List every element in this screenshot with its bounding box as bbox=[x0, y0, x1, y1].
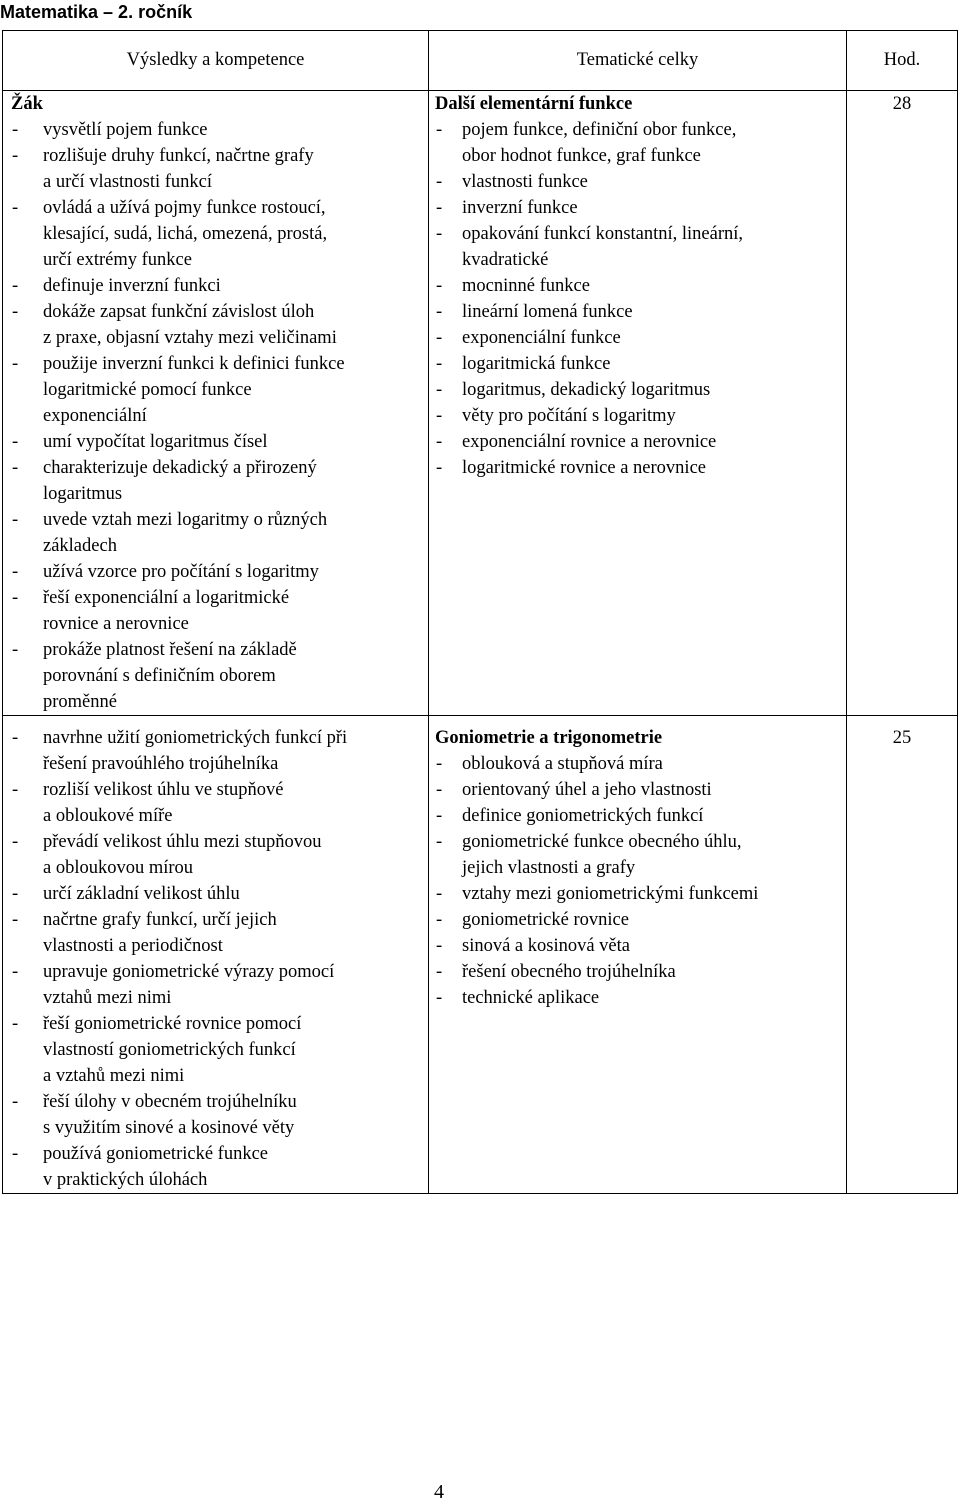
list-item-text: sinová a kosinová věta bbox=[462, 936, 630, 956]
list-item bbox=[3, 777, 428, 803]
list-item bbox=[429, 455, 846, 481]
list-item-text: určí extrémy funkce bbox=[43, 250, 192, 270]
list-item-text: umí vypočítat logaritmus čísel bbox=[43, 432, 268, 452]
list-item-text: věty pro počítání s logaritmy bbox=[462, 406, 676, 426]
list-item bbox=[3, 803, 428, 829]
list-item-text: a obloukovou mírou bbox=[43, 858, 194, 878]
list-item-text: řeší goniometrické rovnice pomocí bbox=[43, 1014, 302, 1034]
list-item bbox=[3, 1063, 428, 1089]
list-item-text: a určí vlastnosti funkcí bbox=[43, 172, 213, 192]
bullet-dash: - bbox=[436, 224, 443, 244]
bullet-dash: - bbox=[436, 198, 443, 218]
list-item bbox=[3, 351, 428, 377]
list-item-text: vztahy mezi goniometrickými funkcemi bbox=[462, 884, 759, 904]
list-item-text: exponenciální rovnice a nerovnice bbox=[462, 432, 717, 452]
list-item bbox=[3, 377, 428, 403]
list-item-text: klesající, sudá, lichá, omezená, prostá, bbox=[43, 224, 328, 244]
bullet-dash: - bbox=[12, 588, 19, 608]
bullet-dash: - bbox=[12, 910, 19, 930]
list-item-text: ovládá a užívá pojmy funkce rostoucí, bbox=[43, 198, 326, 218]
table-header-row bbox=[3, 31, 958, 91]
list-item bbox=[3, 507, 428, 533]
list-item bbox=[3, 559, 428, 585]
list-item bbox=[3, 829, 428, 855]
list-item-text: upravuje goniometrické výrazy pomocí bbox=[43, 962, 335, 982]
hours-value: 25 bbox=[847, 716, 958, 1194]
list-item bbox=[3, 1141, 428, 1167]
list-item-text: a vztahů mezi nimi bbox=[43, 1066, 185, 1086]
list-item bbox=[3, 637, 428, 663]
list-item bbox=[429, 221, 846, 247]
list-item bbox=[3, 429, 428, 455]
list-item-text: mocninné funkce bbox=[462, 276, 590, 296]
list-item-text: vlastnosti funkce bbox=[462, 172, 588, 192]
list-item-text: načrtne grafy funkcí, určí jejich bbox=[43, 910, 277, 930]
list-item-text: inverzní funkce bbox=[462, 198, 578, 218]
list-item bbox=[429, 377, 846, 403]
hours-value: 28 bbox=[847, 91, 958, 716]
bullet-dash: - bbox=[436, 988, 443, 1008]
list-item-text: exponenciální bbox=[43, 406, 147, 426]
list-item-text: vysvětlí pojem funkce bbox=[43, 120, 208, 140]
bullet-dash: - bbox=[12, 780, 19, 800]
list-item bbox=[3, 881, 428, 907]
results-list bbox=[3, 117, 428, 715]
list-item bbox=[3, 689, 428, 715]
list-item bbox=[3, 1089, 428, 1115]
bullet-dash: - bbox=[436, 380, 443, 400]
list-item-text: lineární lomená funkce bbox=[462, 302, 633, 322]
list-item bbox=[3, 751, 428, 777]
bullet-dash: - bbox=[436, 354, 443, 374]
list-item bbox=[3, 933, 428, 959]
bullet-dash: - bbox=[436, 276, 443, 296]
bullet-dash: - bbox=[12, 276, 19, 296]
bullet-dash: - bbox=[436, 432, 443, 452]
bullet-dash: - bbox=[436, 302, 443, 322]
list-item bbox=[429, 429, 846, 455]
topic-title: Goniometrie a trigonometrie bbox=[435, 728, 663, 748]
list-item bbox=[3, 299, 428, 325]
list-item bbox=[429, 169, 846, 195]
header-topics: Tematické celky bbox=[429, 31, 847, 91]
list-item bbox=[3, 663, 428, 689]
list-item bbox=[3, 195, 428, 221]
list-item bbox=[3, 1037, 428, 1063]
list-item-text: logaritmus, dekadický logaritmus bbox=[462, 380, 711, 400]
list-item bbox=[429, 751, 846, 777]
bullet-dash: - bbox=[12, 640, 19, 660]
list-item-text: určí základní velikost úhlu bbox=[43, 884, 240, 904]
list-item-text: pojem funkce, definiční obor funkce, bbox=[462, 120, 737, 140]
list-item bbox=[3, 1011, 428, 1037]
bullet-dash: - bbox=[436, 962, 443, 982]
list-item bbox=[3, 117, 428, 143]
list-item-text: porovnání s definičním oborem bbox=[43, 666, 276, 686]
header-hours: Hod. bbox=[847, 31, 958, 91]
bullet-dash: - bbox=[436, 120, 443, 140]
list-item-text: kvadratické bbox=[462, 250, 549, 270]
list-item bbox=[3, 455, 428, 481]
list-item bbox=[3, 273, 428, 299]
bullet-dash: - bbox=[436, 910, 443, 930]
bullet-dash: - bbox=[436, 458, 443, 478]
list-item-text: technické aplikace bbox=[462, 988, 600, 1008]
list-item-text: řeší exponenciální a logaritmické bbox=[43, 588, 290, 608]
bullet-dash: - bbox=[12, 562, 19, 582]
topic-title: Další elementární funkce bbox=[435, 94, 633, 114]
bullet-dash: - bbox=[12, 458, 19, 478]
list-item-text: logaritmická funkce bbox=[462, 354, 611, 374]
list-item-text: rovnice a nerovnice bbox=[43, 614, 189, 634]
list-item bbox=[429, 829, 846, 855]
bullet-dash: - bbox=[436, 832, 443, 852]
list-item-text: prokáže platnost řešení na základě bbox=[43, 640, 297, 660]
topics-list bbox=[429, 751, 846, 1011]
bullet-dash: - bbox=[12, 302, 19, 322]
bullet-dash: - bbox=[436, 172, 443, 192]
list-item bbox=[429, 325, 846, 351]
list-item-text: s využitím sinové a kosinové věty bbox=[43, 1118, 295, 1138]
bullet-dash: - bbox=[12, 962, 19, 982]
table-row bbox=[3, 716, 958, 1194]
list-item bbox=[3, 533, 428, 559]
bullet-dash: - bbox=[12, 120, 19, 140]
list-item-text: používá goniometrické funkce bbox=[43, 1144, 268, 1164]
list-item-text: vztahů mezi nimi bbox=[43, 988, 172, 1008]
bullet-dash: - bbox=[436, 328, 443, 348]
list-item bbox=[429, 143, 846, 169]
list-item-text: rozlišuje druhy funkcí, načrtne grafy bbox=[43, 146, 314, 166]
list-item bbox=[3, 247, 428, 273]
list-item bbox=[429, 247, 846, 273]
list-item-text: goniometrické rovnice bbox=[462, 910, 629, 930]
bullet-dash: - bbox=[12, 1014, 19, 1034]
bullet-dash: - bbox=[12, 146, 19, 166]
list-item bbox=[429, 959, 846, 985]
list-item-text: uvede vztah mezi logaritmy o různých bbox=[43, 510, 328, 530]
student-label: Žák bbox=[11, 94, 43, 114]
list-item bbox=[429, 985, 846, 1011]
list-item bbox=[3, 1167, 428, 1193]
list-item-text: definuje inverzní funkci bbox=[43, 276, 221, 296]
list-item-text: v praktických úlohách bbox=[43, 1170, 208, 1190]
list-item-text: z praxe, objasní vztahy mezi veličinami bbox=[43, 328, 337, 348]
bullet-dash: - bbox=[436, 406, 443, 426]
list-item-text: řešení obecného trojúhelníka bbox=[462, 962, 676, 982]
topics-cell bbox=[429, 91, 847, 716]
page-number: 4 bbox=[434, 1481, 444, 1503]
bullet-dash: - bbox=[436, 936, 443, 956]
list-item bbox=[429, 881, 846, 907]
list-item bbox=[429, 299, 846, 325]
list-item-text: převádí velikost úhlu mezi stupňovou bbox=[43, 832, 322, 852]
bullet-dash: - bbox=[12, 198, 19, 218]
list-item-text: logaritmus bbox=[43, 484, 123, 504]
list-item bbox=[429, 803, 846, 829]
list-item-text: a obloukové míře bbox=[43, 806, 173, 826]
bullet-dash: - bbox=[12, 432, 19, 452]
list-item-text: vlastnosti a periodičnost bbox=[43, 936, 223, 956]
list-item-text: goniometrické funkce obecného úhlu, bbox=[462, 832, 742, 852]
results-cell bbox=[3, 91, 429, 716]
list-item-text: definice goniometrických funkcí bbox=[462, 806, 704, 826]
bullet-dash: - bbox=[12, 728, 19, 748]
list-item bbox=[3, 611, 428, 637]
list-item bbox=[429, 273, 846, 299]
curriculum-table bbox=[2, 30, 958, 1194]
list-item bbox=[3, 481, 428, 507]
topics-list bbox=[429, 117, 846, 481]
list-item-text: základech bbox=[43, 536, 117, 556]
bullet-dash: - bbox=[12, 832, 19, 852]
page-title: Matematika – 2. ročník bbox=[0, 2, 193, 22]
list-item-text: řešení pravoúhlého trojúhelníka bbox=[43, 754, 279, 774]
bullet-dash: - bbox=[436, 884, 443, 904]
list-item-text: vlastností goniometrických funkcí bbox=[43, 1040, 296, 1060]
list-item bbox=[3, 1115, 428, 1141]
list-item-text: navrhne užití goniometrických funkcí při bbox=[43, 728, 348, 748]
list-item-text: proměnné bbox=[43, 692, 117, 712]
bullet-dash: - bbox=[12, 1092, 19, 1112]
list-item-text: jejich vlastnosti a grafy bbox=[462, 858, 636, 878]
results-cell bbox=[3, 716, 429, 1194]
list-item bbox=[429, 933, 846, 959]
list-item-text: orientovaný úhel a jeho vlastnosti bbox=[462, 780, 712, 800]
list-item-text: logaritmické rovnice a nerovnice bbox=[462, 458, 706, 478]
bullet-dash: - bbox=[436, 780, 443, 800]
list-item bbox=[3, 725, 428, 751]
bullet-dash: - bbox=[436, 754, 443, 774]
results-list bbox=[3, 725, 428, 1193]
table-row bbox=[3, 91, 958, 716]
header-results: Výsledky a kompetence bbox=[3, 31, 429, 91]
list-item-text: řeší úlohy v obecném trojúhelníku bbox=[43, 1092, 297, 1112]
list-item bbox=[3, 325, 428, 351]
list-item bbox=[429, 403, 846, 429]
bullet-dash: - bbox=[12, 1144, 19, 1164]
list-item-text: rozliší velikost úhlu ve stupňové bbox=[43, 780, 284, 800]
list-item bbox=[429, 907, 846, 933]
list-item bbox=[3, 985, 428, 1011]
list-item-text: užívá vzorce pro počítání s logaritmy bbox=[43, 562, 319, 582]
list-item bbox=[429, 855, 846, 881]
list-item bbox=[429, 351, 846, 377]
list-item bbox=[3, 907, 428, 933]
list-item bbox=[3, 143, 428, 169]
topics-cell bbox=[429, 716, 847, 1194]
list-item-text: obor hodnot funkce, graf funkce bbox=[462, 146, 701, 166]
list-item bbox=[429, 195, 846, 221]
bullet-dash: - bbox=[436, 806, 443, 826]
list-item-text: charakterizuje dekadický a přirozený bbox=[43, 458, 317, 478]
list-item bbox=[429, 777, 846, 803]
list-item bbox=[3, 169, 428, 195]
bullet-dash: - bbox=[12, 354, 19, 374]
list-item bbox=[3, 585, 428, 611]
list-item-text: dokáže zapsat funkční závislost úloh bbox=[43, 302, 315, 322]
list-item-text: exponenciální funkce bbox=[462, 328, 621, 348]
bullet-dash: - bbox=[12, 884, 19, 904]
list-item-text: použije inverzní funkci k definici funkce bbox=[43, 354, 345, 374]
list-item-text: logaritmické pomocí funkce bbox=[43, 380, 252, 400]
bullet-dash: - bbox=[12, 510, 19, 530]
list-item bbox=[429, 117, 846, 143]
list-item-text: opakování funkcí konstantní, lineární, bbox=[462, 224, 744, 244]
list-item bbox=[3, 855, 428, 881]
list-item bbox=[3, 959, 428, 985]
list-item bbox=[3, 221, 428, 247]
list-item bbox=[3, 403, 428, 429]
list-item-text: oblouková a stupňová míra bbox=[462, 754, 663, 774]
